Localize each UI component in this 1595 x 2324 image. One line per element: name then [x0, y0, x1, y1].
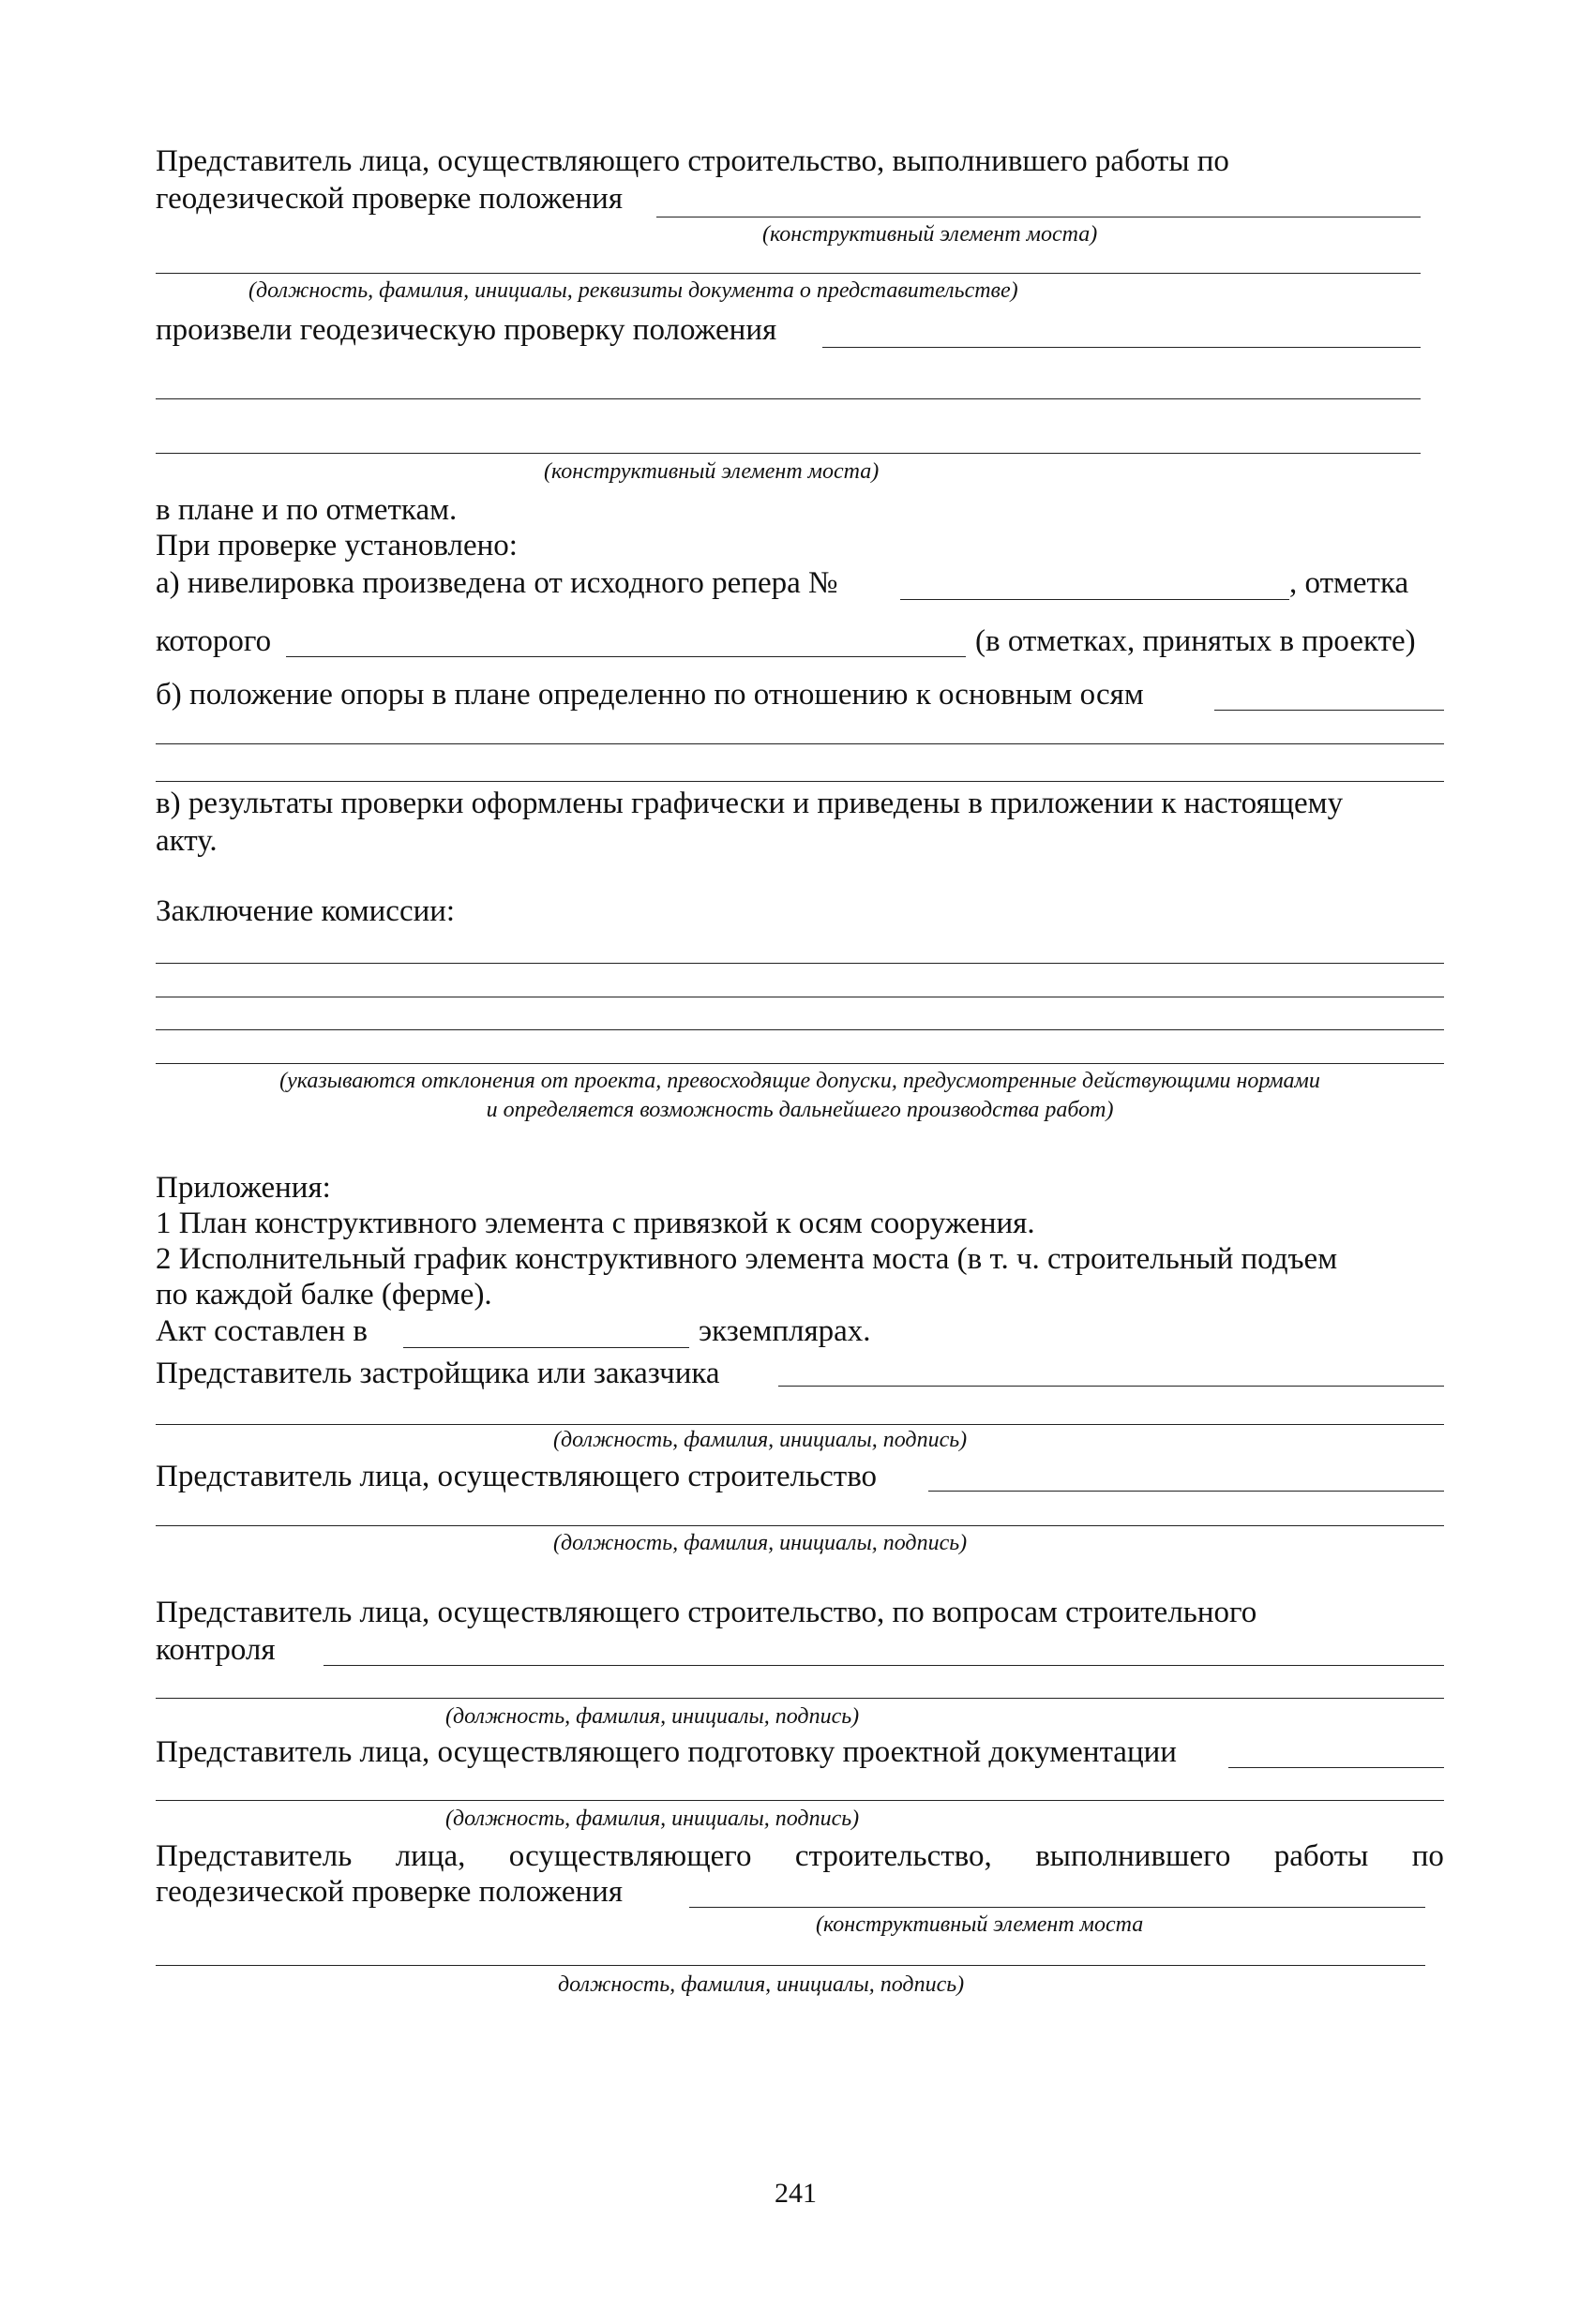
geodesy-word: работы: [1273, 1839, 1369, 1873]
page-number: 241: [775, 2178, 817, 2209]
builder-rep-label: Представитель лица, осуществляющего строительство: [156, 1460, 878, 1493]
axes-field-2[interactable]: [156, 743, 1444, 744]
item-a-text: а) нивелировка произведена от исходного репера №: [156, 566, 838, 600]
plan-text: в плане и по отметкам.: [156, 493, 458, 527]
geodesy-rep-field[interactable]: [156, 1965, 1425, 1966]
checked-position-text: произвели геодезическую проверку положения: [156, 313, 777, 347]
developer-rep-field-2[interactable]: [156, 1424, 1444, 1425]
geodesy-rep-caption: должность, фамилия, инициалы, подпись): [558, 1972, 965, 1997]
control-rep-caption: (должность, фамилия, инициалы, подпись): [445, 1704, 860, 1729]
geodesy-element-field[interactable]: [689, 1907, 1425, 1908]
geodesy-rep-line2: геодезической проверке положения: [156, 1875, 623, 1909]
developer-rep-field-1[interactable]: [778, 1386, 1444, 1387]
checked-element-caption: (конструктивный элемент моста): [544, 459, 880, 484]
conclusion-field-1[interactable]: [156, 963, 1444, 964]
builder-rep-field-2[interactable]: [156, 1525, 1444, 1526]
conclusion-caption-line2: и определяется возможность дальнейшего производства работ): [486, 1098, 1114, 1122]
geodesy-rep-line1: [156, 1838, 1444, 1874]
copies-end: экземплярах.: [699, 1314, 871, 1348]
appendix-item-2-line2: по каждой балке (ферме).: [156, 1278, 492, 1312]
builder-rep-caption: (должность, фамилия, инициалы, подпись): [553, 1531, 968, 1555]
item-b-text: б) положение опоры в плане определенно по отношению к основным осям: [156, 678, 1144, 712]
geodesy-element-caption: (конструктивный элемент моста: [816, 1912, 1144, 1937]
element-caption: (конструктивный элемент моста): [762, 222, 1098, 247]
control-rep-field-2[interactable]: [156, 1698, 1444, 1699]
geodesy-word: выполнившего: [1035, 1839, 1231, 1873]
developer-rep-caption: (должность, фамилия, инициалы, подпись): [553, 1428, 968, 1452]
control-rep-field-1[interactable]: [324, 1665, 1444, 1666]
axes-field-3[interactable]: [156, 781, 1444, 782]
item-c-line2: акту.: [156, 824, 218, 858]
item-a2-start: которого: [156, 624, 272, 658]
builder-rep-field-1[interactable]: [928, 1491, 1444, 1492]
design-rep-field-2[interactable]: [156, 1800, 1444, 1801]
copies-count-field[interactable]: [403, 1347, 689, 1348]
design-rep-caption: (должность, фамилия, инициалы, подпись): [445, 1807, 860, 1831]
appendix-item-2-line1: 2 Исполнительный график конструктивного элемента моста (в т. ч. строительный подъем: [156, 1242, 1338, 1276]
appendix-heading: Приложения:: [156, 1171, 331, 1205]
conclusion-field-3[interactable]: [156, 1029, 1444, 1030]
developer-rep-label: Представитель застройщика или заказчика: [156, 1357, 720, 1390]
design-rep-field-1[interactable]: [1228, 1767, 1444, 1768]
control-rep-line2: контроля: [156, 1633, 276, 1667]
item-a-end: , отметка: [1289, 566, 1409, 600]
geodesy-word: лица,: [395, 1839, 466, 1873]
representative-caption: (должность, фамилия, инициалы, реквизиты документа о представительстве): [248, 278, 1018, 303]
representative-field[interactable]: [156, 273, 1421, 274]
geodesy-word: строительство,: [794, 1839, 992, 1873]
conclusion-heading: Заключение комиссии:: [156, 894, 456, 928]
copies-start: Акт составлен в: [156, 1314, 368, 1348]
checked-element-field-3[interactable]: [156, 453, 1421, 454]
geodesy-word: по: [1411, 1839, 1444, 1873]
benchmark-number-field[interactable]: [900, 599, 1289, 600]
rep-geodesy-line1: Представитель лица, осуществляющего строительство, выполнившего работы по: [156, 144, 1229, 178]
geodesy-word: Представитель: [156, 1839, 353, 1873]
axes-field-1[interactable]: [1214, 710, 1444, 711]
appendix-item-1: 1 План конструктивного элемента с привязкой к осям сооружения.: [156, 1207, 1035, 1240]
geodesy-word: осуществляющего: [508, 1839, 752, 1873]
item-c-line1: в) результаты проверки оформлены графически и приведены в приложении к настоящему: [156, 787, 1344, 820]
check-heading: При проверке установлено:: [156, 529, 518, 562]
benchmark-elevation-field[interactable]: [286, 656, 966, 657]
design-rep-label: Представитель лица, осуществляющего подготовку проектной документации: [156, 1735, 1177, 1769]
rep-geodesy-line2: геодезической проверке положения: [156, 182, 623, 216]
checked-element-field-2[interactable]: [156, 398, 1421, 399]
conclusion-field-4[interactable]: [156, 1063, 1444, 1064]
item-a2-end: (в отметках, принятых в проекте): [975, 624, 1416, 658]
control-rep-line1: Представитель лица, осуществляющего строительство, по вопросам строительного: [156, 1596, 1257, 1629]
conclusion-caption-line1: (указываются отклонения от проекта, превосходящие допуски, предусмотренные действующими нормами: [279, 1069, 1320, 1093]
checked-element-field-1[interactable]: [822, 347, 1421, 348]
